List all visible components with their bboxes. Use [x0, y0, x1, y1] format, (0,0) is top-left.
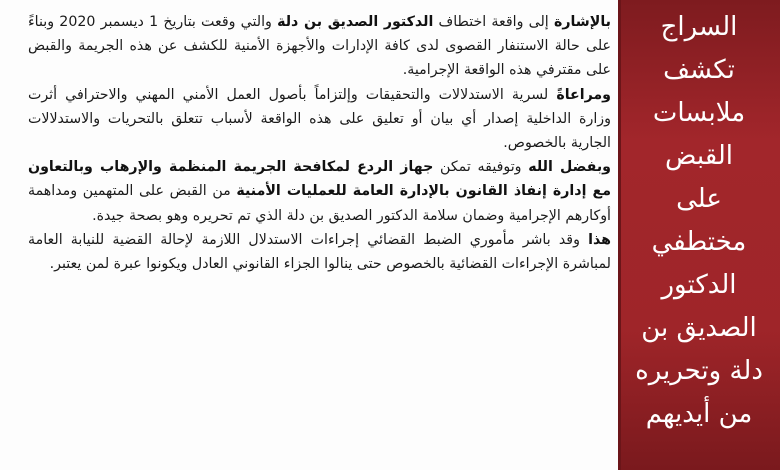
- paragraph-3-text: وتوفيقه تمكن: [433, 159, 529, 176]
- headline-line: السراج: [660, 12, 738, 42]
- headline-panel: [618, 0, 780, 470]
- paragraph-2-lead: ومراعاةً: [556, 86, 611, 103]
- headline-line: دلة وتحريره: [635, 356, 763, 386]
- headline-line: مختطفي: [651, 227, 747, 257]
- paragraph-3: [28, 155, 611, 228]
- headline-line: تكشف: [663, 55, 735, 85]
- paragraph-1-text-2: والتي وقعت بتاريخ 1 ديسمبر 2020 وبناءً على حالة الاستنفار القصوى لدى كافة الإدارات والأجهزة الأمنية للكشف عن هذه الجريمة والقبض على مقترفي هذه الواقعة الإجرامية.: [28, 14, 611, 79]
- paragraph-3-lead: وبفضل الله: [528, 159, 612, 176]
- paragraph-1-lead: بالإشارة: [553, 14, 611, 30]
- headline-line: الدكتور: [661, 270, 737, 300]
- paragraph-4-lead: هذا: [588, 231, 611, 248]
- paragraph-2: [28, 83, 611, 156]
- paragraph-2-text: لسرية الاستدلالات والتحقيقات وإلتزاماً بأصول العمل الأمني المهني والاحترافي أثرت وزارة الداخلية إصدار أي بيان أو تعليق على هذه الواقعة لأسباب تتعلق بالتحريات والاستدلالات الجارية بالخصوص.: [28, 86, 611, 152]
- paragraph-1: [28, 10, 611, 83]
- paragraph-1-text: إلى واقعة اختطاف: [433, 14, 554, 30]
- headline: [624, 6, 774, 436]
- headline-line: ملابسات: [652, 98, 746, 128]
- paragraph-4-text: وقد باشر مأموري الضبط القضائي إجراءات الاستدلال اللازمة لإحالة القضية للنيابة العامة لمباشرة الإجراءات القضائية بالخصوص حتى ينالوا الجزاء القانوني العادل ويكونوا عبرة لمن يعتبر.: [28, 231, 611, 273]
- paragraph-3-text-2: من القبض على المتهمين ومداهمة أوكارهم الإجرامية وضمان سلامة الدكتور الصديق بن دلة الذي تم تحريره وهو بصحة جيدة.: [28, 183, 611, 224]
- headline-line: القبض: [665, 141, 733, 171]
- headline-line: من أيديهم: [645, 399, 753, 429]
- headline-line: الصديق بن: [641, 313, 757, 343]
- headline-line: على: [676, 184, 722, 214]
- victim-name: الدكتور الصديق بن دلة: [277, 14, 434, 30]
- agency-name: جهاز الردع لمكافحة الجريمة المنظمة والإرهاب وبالتعاون مع إدارة إنفاذ القانون بالإدارة العامة للعمليات الأمنية: [28, 159, 611, 200]
- statement-body: [28, 10, 611, 276]
- paragraph-4: [28, 228, 611, 276]
